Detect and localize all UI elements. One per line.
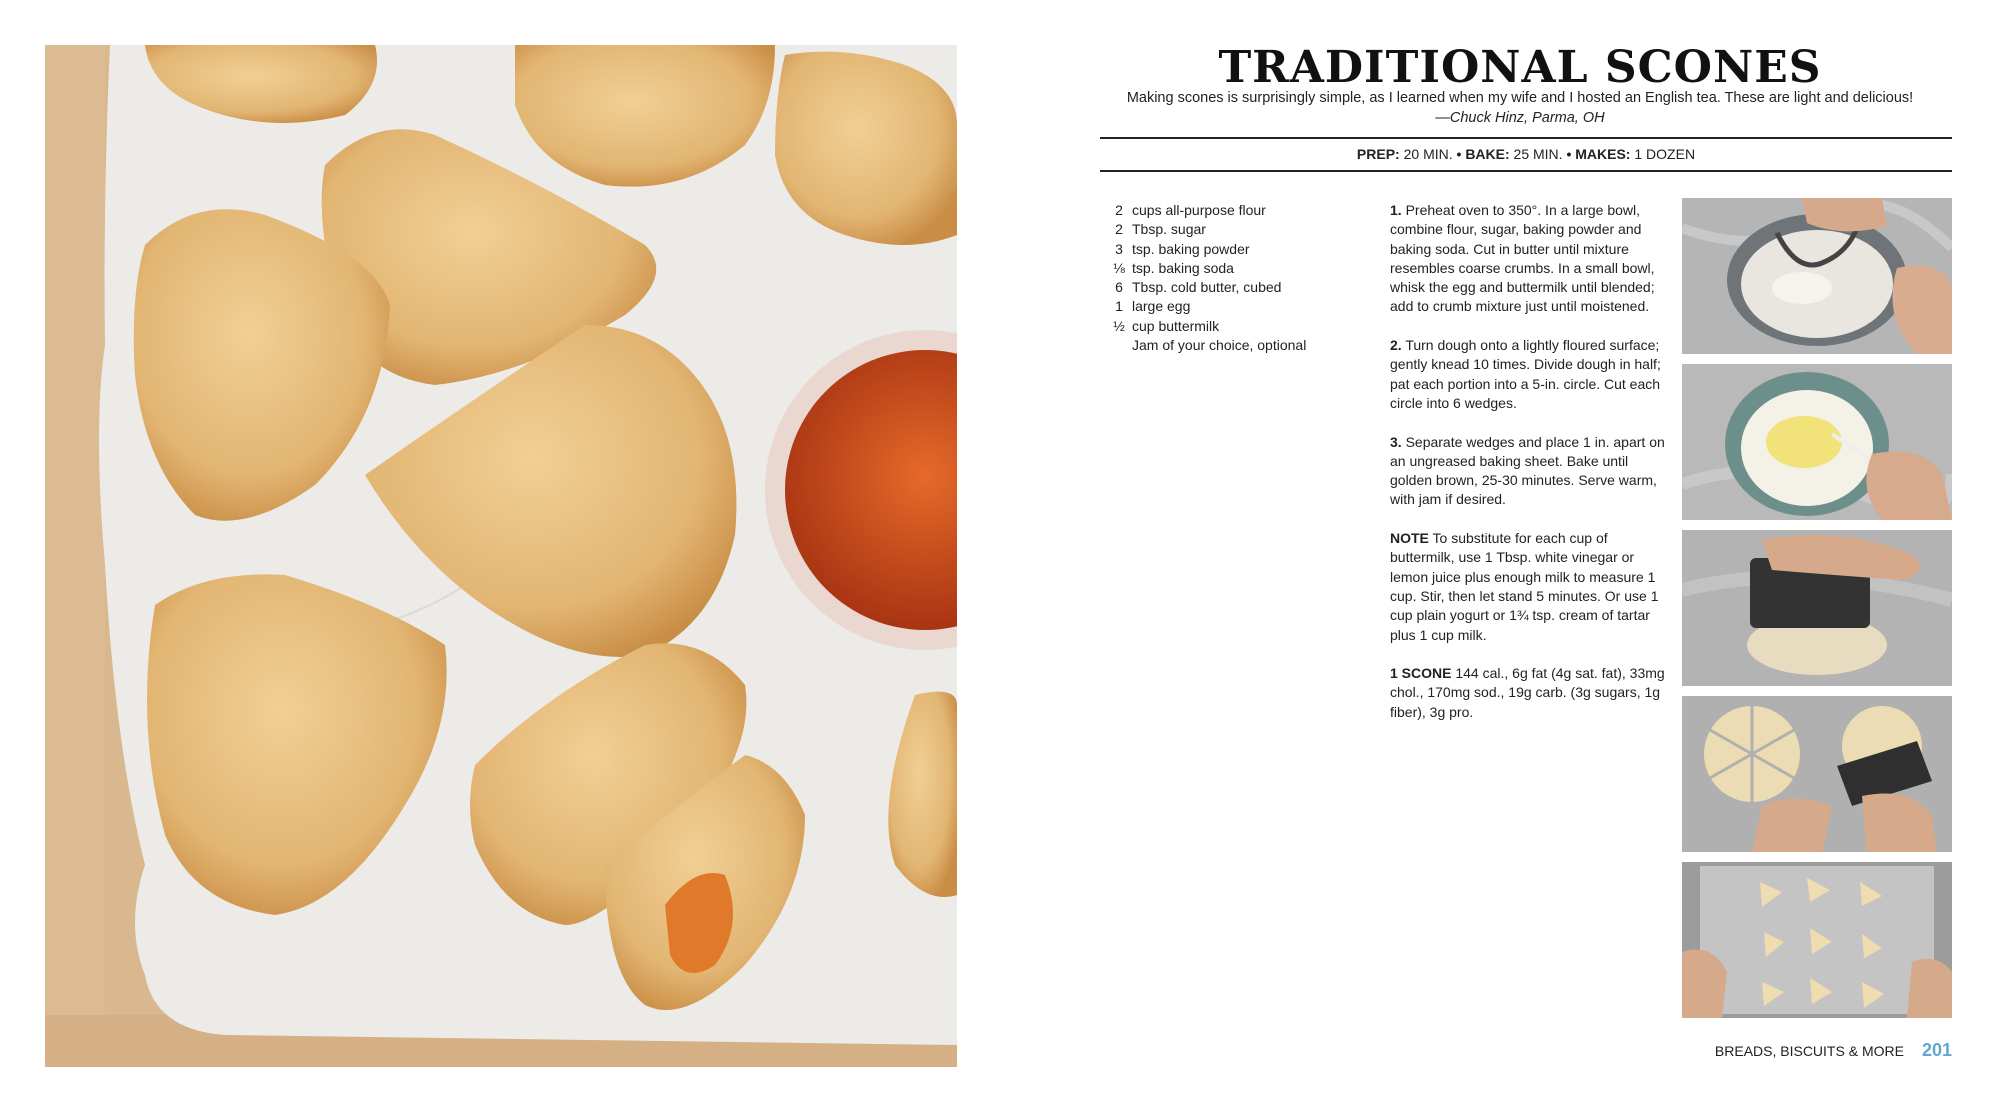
directions bbox=[1390, 201, 1668, 741]
makes-label: MAKES: bbox=[1575, 146, 1631, 162]
step-photo-cutting-wedges bbox=[1682, 696, 1952, 852]
section-name: BREADS, BISCUITS & MORE bbox=[1714, 1043, 1904, 1059]
ingredient-qty: ⅛ bbox=[1113, 259, 1125, 276]
ingredients-list bbox=[1106, 201, 1406, 355]
ingredient-item bbox=[1106, 317, 1406, 336]
ingredient-qty: 3 bbox=[1115, 240, 1123, 257]
recipe-title: TRADITIONAL SCONES bbox=[1218, 42, 1822, 93]
ingredient-name: tsp. baking powder bbox=[1132, 240, 1250, 257]
step-photo-baking-sheet bbox=[1682, 862, 1952, 1018]
meta-separator: • bbox=[1456, 146, 1462, 162]
page-footer bbox=[1715, 1040, 1952, 1061]
ingredient-item bbox=[1106, 201, 1406, 220]
makes-value: 1 DOZEN bbox=[1634, 146, 1696, 162]
step-photo-dividing bbox=[1682, 530, 1952, 686]
intro-text: Making scones is surprisingly simple, as I learned when my wife and I hosted an English tea. These are light and delicious! bbox=[1126, 90, 1914, 106]
recipe-intro bbox=[1100, 88, 1940, 128]
step-text: Separate wedges and place 1 in. apart on an ungreased baking sheet. Bake until golden brown, 25-30 minutes. Serve warm, with jam if desired. bbox=[1390, 433, 1665, 508]
nutrition bbox=[1390, 664, 1668, 722]
step-1 bbox=[1390, 201, 1668, 317]
step-number: 1. bbox=[1390, 202, 1402, 218]
note-label: NOTE bbox=[1390, 530, 1429, 547]
recipe-meta bbox=[1100, 146, 1952, 162]
ingredient-qty: 2 bbox=[1115, 221, 1123, 238]
hero-photo bbox=[45, 45, 957, 1067]
ingredient-name: cup buttermilk bbox=[1132, 317, 1220, 334]
step-number: 3. bbox=[1390, 433, 1402, 450]
ingredient-qty: 6 bbox=[1115, 279, 1123, 296]
ingredient-item bbox=[1106, 240, 1406, 259]
step-photo-mixing bbox=[1682, 198, 1952, 354]
ingredient-qty: 1 bbox=[1115, 298, 1123, 315]
meta-separator: • bbox=[1566, 146, 1572, 162]
ingredient-item bbox=[1106, 297, 1406, 316]
divider-top bbox=[1100, 137, 1952, 139]
step-2 bbox=[1390, 336, 1668, 413]
ingredient-name: cups all-purpose flour bbox=[1132, 202, 1266, 218]
note bbox=[1390, 529, 1668, 645]
ingredient-item bbox=[1106, 259, 1406, 278]
step-text: Preheat oven to 350°. In a large bowl, combine flour, sugar, baking powder and baking soda. Cut in butter until mixture resembles coarse crumbs. In a small bowl, whisk the egg and buttermilk until blended; add to crumb mixture just until moistened. bbox=[1390, 202, 1655, 315]
ingredient-name: Jam of your choice, optional bbox=[1132, 337, 1307, 354]
prep-value: 20 MIN. bbox=[1403, 146, 1453, 162]
ingredient-item bbox=[1106, 220, 1406, 239]
ingredient-name: large egg bbox=[1132, 298, 1191, 315]
ingredient-qty: 2 bbox=[1115, 202, 1123, 218]
step-number: 2. bbox=[1390, 337, 1402, 354]
step-text: Turn dough onto a lightly floured surface; gently knead 10 times. Divide dough in half; pat each portion into a 5-in. circle. Cut each circle into 6 wedges. bbox=[1390, 337, 1661, 411]
ingredient-qty: ½ bbox=[1113, 317, 1125, 334]
bake-label: BAKE: bbox=[1465, 146, 1510, 162]
step-photo-whisking bbox=[1682, 364, 1952, 520]
bake-value: 25 MIN. bbox=[1513, 146, 1563, 162]
note-text: To substitute for each cup of buttermilk, use 1 Tbsp. white vinegar or lemon juice plus enough milk to measure 1 cup. Stir, then let stand 5 minutes. Or use 1 cup plain yogurt or 1¾ tsp. cream of tartar plus 1 cup milk. bbox=[1390, 530, 1659, 643]
recipe-author: —Chuck Hinz, Parma, OH bbox=[1435, 110, 1605, 126]
divider-bottom bbox=[1100, 170, 1952, 172]
nutrition-text: 144 cal., 6g fat (4g sat. fat), 33mg chol., 170mg sod., 19g carb. (3g sugars, 1g fiber), 3g pro. bbox=[1390, 665, 1665, 720]
step-photos bbox=[1682, 198, 1952, 1028]
ingredient-name: Tbsp. sugar bbox=[1132, 221, 1206, 238]
step-3 bbox=[1390, 433, 1668, 510]
ingredient-item bbox=[1106, 278, 1406, 297]
page-number: 201 bbox=[1921, 1040, 1952, 1060]
ingredient-name: Tbsp. cold butter, cubed bbox=[1132, 279, 1282, 296]
ingredient-item bbox=[1106, 336, 1406, 355]
ingredient-qty bbox=[1106, 336, 1132, 355]
nutrition-label: 1 SCONE bbox=[1390, 665, 1452, 682]
ingredient-name: tsp. baking soda bbox=[1132, 259, 1234, 276]
prep-label: PREP: bbox=[1356, 146, 1400, 162]
